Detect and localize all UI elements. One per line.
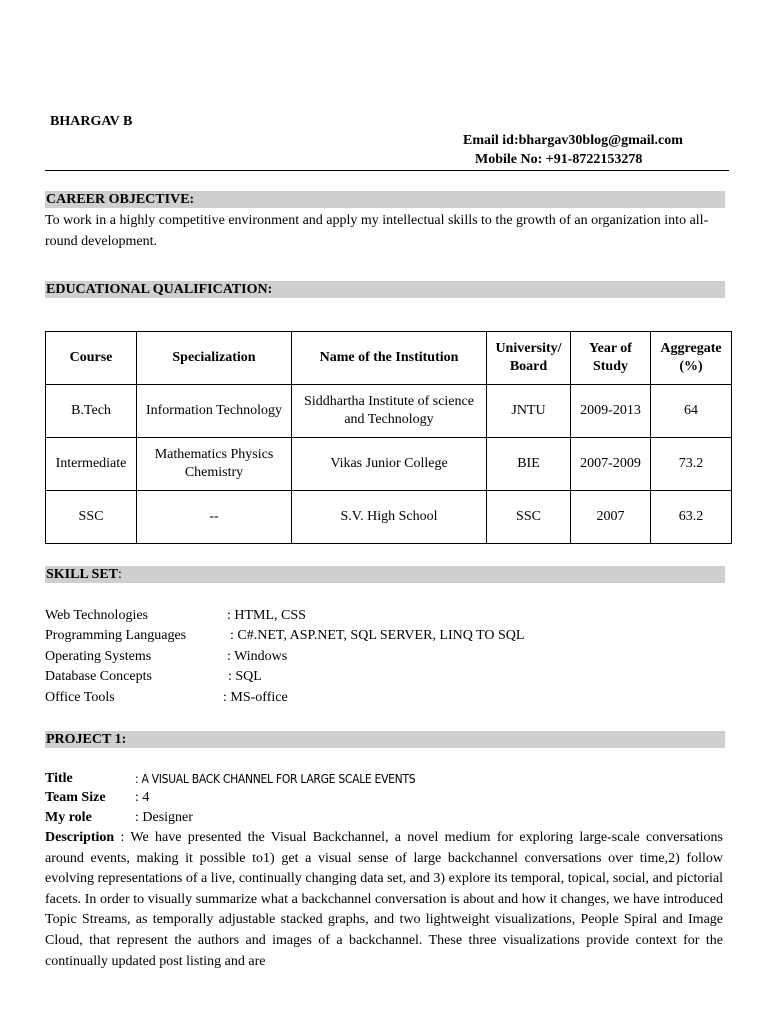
table-cell: SSC — [46, 491, 137, 544]
description-label: Description — [45, 830, 115, 845]
skill-label: Web Technologies — [45, 608, 148, 623]
skill-value: : SQL — [228, 669, 262, 685]
team-size-label: Team Size — [45, 790, 106, 805]
team-size-value: : 4 — [135, 790, 150, 805]
email: Email id:bhargav30blog@gmail.com — [463, 133, 683, 148]
col-header: University/ Board — [487, 332, 571, 385]
project-heading: PROJECT 1: — [45, 731, 725, 748]
project-title-value: : A VISUAL BACK CHANNEL FOR LARGE SCALE EVENTS — [135, 772, 416, 786]
skill-value: : HTML, CSS — [227, 608, 306, 623]
table-cell: Siddhartha Institute of science and Technology — [292, 385, 487, 438]
career-objective-heading: CAREER OBJECTIVE: — [45, 191, 725, 208]
skill-value: : Windows — [227, 648, 288, 664]
skill-set-colon: : — [118, 567, 122, 582]
skill-set-heading — [45, 566, 725, 583]
candidate-name: BHARGAV B — [50, 114, 133, 129]
col-header: Course — [46, 332, 137, 385]
table-cell: JNTU — [487, 385, 571, 438]
table-cell: SSC — [487, 491, 571, 544]
table-cell: BIE — [487, 438, 571, 491]
education-table — [45, 331, 732, 544]
project-description — [45, 828, 723, 972]
education-heading: EDUCATIONAL QUALIFICATION: — [45, 281, 725, 298]
skill-set-title: SKILL SET — [46, 567, 118, 582]
description-text: : We have presented the Visual Backchannel, a novel medium for exploring large-scale conversations around events, making it possible to1) get a visual sense of large backchannel conversations over time,2) follow evolving representations of a live, continually changing data set, and 3) explore its temporal, topical, social, and pictorial facets. In order to visually summarize what a backchannel conversation is about and how it changes, we have introduced Topic Streams, as temporally adjustable stacked graphs, and two lightweight visualizations, People Spiral and Image Cloud, that represent the authors and images of a backchannel. These three visualizations provide context for the continually updated post listing and are — [45, 830, 723, 969]
table-header-row — [46, 332, 732, 385]
table-cell: Intermediate — [46, 438, 137, 491]
table-cell: 63.2 — [651, 491, 732, 544]
contact-block — [463, 131, 683, 169]
table-row — [46, 385, 732, 438]
skill-value: : MS-office — [223, 689, 288, 705]
table-row — [46, 438, 732, 491]
table-cell: 2009-2013 — [571, 385, 651, 438]
header-divider — [45, 170, 729, 171]
table-row — [46, 491, 732, 544]
col-header: Year of Study — [571, 332, 651, 385]
skill-value: : C#.NET, ASP.NET, SQL SERVER, LINQ TO SQL — [230, 628, 525, 644]
skill-label: Database Concepts — [45, 669, 152, 685]
role-label: My role — [45, 810, 92, 825]
table-cell: 64 — [651, 385, 732, 438]
table-cell: Mathematics Physics Chemistry — [137, 438, 292, 491]
role-value: : Designer — [135, 810, 193, 825]
table-cell: S.V. High School — [292, 491, 487, 544]
skill-label: Office Tools — [45, 689, 115, 705]
col-header: Specialization — [137, 332, 292, 385]
table-cell: -- — [137, 491, 292, 544]
table-cell: Vikas Junior College — [292, 438, 487, 491]
table-cell: Information Technology — [137, 385, 292, 438]
table-cell: 73.2 — [651, 438, 732, 491]
career-objective-text: To work in a highly competitive environment and apply my intellectual skills to the growth of an organization into all-round development. — [45, 213, 709, 249]
table-cell: 2007 — [571, 491, 651, 544]
mobile: Mobile No: +91-8722153278 — [475, 152, 643, 167]
table-cell: 2007-2009 — [571, 438, 651, 491]
project-title-label: Title — [45, 771, 73, 786]
skill-label: Operating Systems — [45, 648, 152, 664]
skill-label: Programming Languages — [45, 628, 187, 644]
col-header: Aggregate (%) — [651, 332, 732, 385]
table-cell: B.Tech — [46, 385, 137, 438]
col-header: Name of the Institution — [292, 332, 487, 385]
